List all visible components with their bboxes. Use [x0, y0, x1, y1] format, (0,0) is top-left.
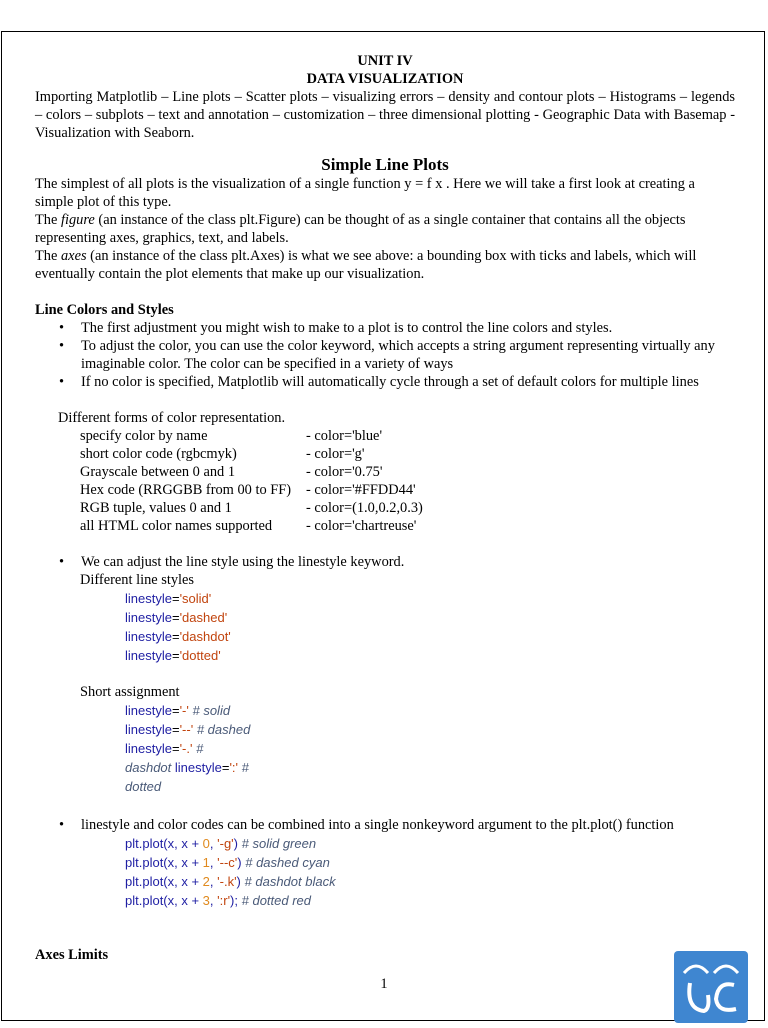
code-line [125, 872, 735, 891]
intro-paragraph-3 [35, 247, 735, 283]
page-number: 1 [380, 976, 388, 992]
color-form-row [80, 499, 735, 517]
color-form-value: - color='g' [306, 446, 365, 462]
code-line [125, 608, 735, 627]
code-keyword: linestyle [174, 760, 222, 775]
code-operator: = [171, 610, 180, 625]
code-operator: = [171, 648, 180, 663]
list-item: • linestyle and color codes can be combined into a single nonkeyword argument to the plt.plot() function [81, 816, 735, 834]
code-close: ) [233, 836, 239, 851]
logo-icon [674, 951, 748, 1023]
color-forms-heading: Different forms of color representation. [58, 410, 286, 426]
color-form-row [80, 481, 735, 499]
color-form-value: - color=(1.0,0.2,0.3) [306, 500, 423, 516]
code-line [125, 720, 735, 739]
color-form-row [80, 517, 735, 535]
axes-limits-heading: Axes Limits [35, 947, 109, 963]
color-forms [58, 409, 735, 535]
color-form-label: Grayscale between 0 and 1 [80, 464, 236, 480]
code-string: '-.' [179, 741, 193, 756]
code-close: ) [237, 855, 242, 870]
color-form-label: all HTML color names supported [80, 518, 273, 534]
code-line [125, 589, 735, 608]
code-keyword: linestyle [125, 648, 172, 663]
code-line [125, 627, 735, 646]
code-string: 'dotted' [179, 648, 221, 663]
logo-graphic [674, 951, 748, 1023]
intro-paragraph-2 [35, 211, 735, 247]
code-sep: , [209, 893, 218, 908]
code-comment: # dashdot black [244, 874, 336, 889]
code-keyword: linestyle [125, 591, 172, 606]
code-comment: # [196, 741, 204, 756]
code-call: plt.plot(x, x + [125, 893, 203, 908]
color-bullet-list [35, 319, 735, 391]
short-assignment-heading: Short assignment [80, 684, 180, 700]
code-comment: dashdot [125, 760, 172, 775]
code-sep: , [209, 836, 218, 851]
code-number: 0 [202, 836, 210, 851]
code-string: '--' [179, 722, 194, 737]
code-string: '-g' [217, 836, 234, 851]
color-form-row [80, 427, 735, 445]
code-line [125, 853, 735, 872]
list-item: • If no color is specified, Matplotlib will automatically cycle through a set of default colors for multiple lines [81, 373, 735, 391]
code-operator: = [171, 591, 180, 606]
list-item: • The first adjustment you might wish to make to a plot is to control the line colors and styles. [81, 319, 735, 337]
code-string: '-.k' [217, 874, 237, 889]
code-string: '-' [179, 703, 189, 718]
code-sep: , [209, 855, 218, 870]
intro-p2-em: figure [60, 212, 95, 228]
intro-p3-pre: The [35, 248, 61, 264]
page-content [35, 52, 735, 964]
code-call: plt.plot(x, x + [125, 874, 203, 889]
color-form-row [80, 445, 735, 463]
intro-p2-post: (an instance of the class plt.Figure) can be thought of as a single container that contains all the objects representing axes, graphics, text, and labels. [35, 212, 686, 246]
code-string: 'dashed' [179, 610, 228, 625]
line-colors-heading: Line Colors and Styles [35, 302, 174, 318]
code-operator: = [171, 703, 180, 718]
code-comment: # [241, 760, 249, 775]
unit-title: DATA VISUALIZATION [306, 71, 464, 87]
code-string: ':r' [217, 893, 231, 908]
code-line [125, 739, 735, 758]
code-operator: = [171, 722, 180, 737]
syllabus-text: Importing Matplotlib – Line plots – Scatter plots – visualizing errors – density and contour plots – Histograms – legends – colors – subplots – text and annotation – customization – three dimensional plotting - Geographic Data with Basemap - Visualization with Seaborn. [35, 89, 735, 141]
color-form-label: specify color by name [80, 428, 208, 444]
line-styles-code [125, 589, 735, 665]
code-keyword: linestyle [125, 741, 172, 756]
intro-paragraph-1: The simplest of all plots is the visualization of a single function y = f x . Here we will take a first look at creating a simple plot of this type. [35, 176, 695, 210]
code-sep: , [209, 874, 218, 889]
combined-code [125, 834, 735, 910]
intro-p3-em: axes [60, 248, 87, 264]
color-form-value: - color='blue' [306, 428, 383, 444]
code-comment: # dashed [196, 722, 251, 737]
code-line [125, 758, 735, 777]
code-keyword: linestyle [125, 610, 172, 625]
document-page [1, 31, 765, 1021]
code-string: 'solid' [179, 591, 212, 606]
intro-p3-post: (an instance of the class plt.Axes) is what we see above: a bounding box with ticks and labels, which will eventually contain the plot elements that make up our visualization. [35, 248, 697, 282]
code-number: 3 [202, 893, 210, 908]
color-form-row [80, 463, 735, 481]
code-comment: # solid green [241, 836, 317, 851]
code-string: 'dashdot' [179, 629, 231, 644]
code-operator: = [221, 760, 230, 775]
code-line [125, 646, 735, 665]
code-comment: # dotted red [241, 893, 312, 908]
code-number: 1 [202, 855, 210, 870]
unit-label: UNIT IV [357, 53, 413, 69]
code-keyword: linestyle [125, 703, 172, 718]
line-styles-heading: Different line styles [80, 572, 195, 588]
intro-p2-pre: The [35, 212, 61, 228]
short-assignment-code [125, 701, 735, 796]
code-line [125, 834, 735, 853]
code-operator: = [171, 741, 180, 756]
color-form-value: - color='#FFDD44' [306, 482, 416, 498]
code-comment: # solid [192, 703, 231, 718]
list-item: • We can adjust the line style using the linestyle keyword. [81, 553, 735, 571]
code-keyword: linestyle [125, 722, 172, 737]
code-keyword: linestyle [125, 629, 172, 644]
combined-bullet-list [35, 816, 735, 834]
code-comment: dotted [125, 779, 162, 794]
color-form-label: Hex code (RRGGBB from 00 to FF) [80, 482, 292, 498]
code-call: plt.plot(x, x + [125, 855, 203, 870]
code-comment: # dashed cyan [245, 855, 330, 870]
color-form-value: - color='0.75' [306, 464, 383, 480]
color-form-label: short color code (rgbcmyk) [80, 446, 237, 462]
code-operator: = [171, 629, 180, 644]
code-string: '--c' [217, 855, 238, 870]
code-line [125, 891, 735, 910]
list-item: • To adjust the color, you can use the color keyword, which accepts a string argument representing virtually any imaginable color. The color can be specified in a variety of ways [81, 337, 735, 373]
section-title: Simple Line Plots [321, 155, 449, 174]
code-close: ); [230, 893, 238, 908]
code-call: plt.plot(x, x + [125, 836, 203, 851]
color-form-value: - color='chartreuse' [306, 518, 417, 534]
code-line [125, 777, 735, 796]
linestyle-bullet-list [35, 553, 735, 571]
code-line [125, 701, 735, 720]
color-form-label: RGB tuple, values 0 and 1 [80, 500, 232, 516]
code-number: 2 [202, 874, 210, 889]
code-close: ) [236, 874, 241, 889]
code-string: ':' [229, 760, 239, 775]
